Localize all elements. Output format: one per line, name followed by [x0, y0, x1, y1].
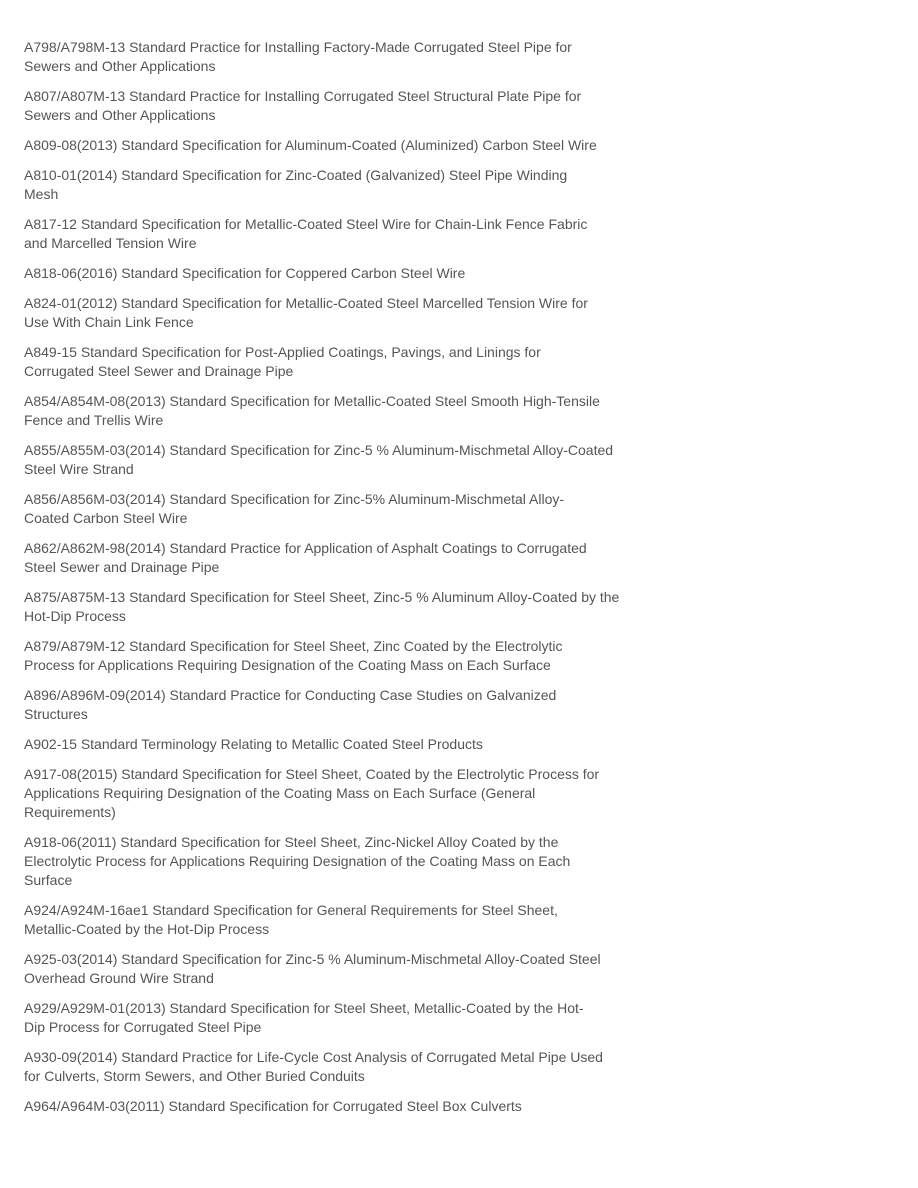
standard-entry [24, 735, 664, 754]
entry-text-line: Process for Applications Requiring Designation of the Coating Mass on Each Surface [24, 657, 551, 673]
standard-entry [24, 490, 664, 528]
entry-text-line: A807/A807M-13 Standard Practice for Installing Corrugated Steel Structural Plate Pipe for [24, 88, 582, 104]
entry-text-line: Sewers and Other Applications [24, 107, 216, 123]
standard-entry [24, 136, 664, 155]
standard-entry [24, 87, 664, 125]
entry-text-line: Fence and Trellis Wire [24, 412, 164, 428]
entry-text-line: Sewers and Other Applications [24, 58, 216, 74]
entry-text-line: A964/A964M-03(2011) Standard Specification for Corrugated Steel Box Culverts [24, 1098, 522, 1114]
standards-list [24, 38, 664, 1127]
standard-entry [24, 215, 664, 253]
standard-entry [24, 588, 664, 626]
entry-text-line: Corrugated Steel Sewer and Drainage Pipe [24, 363, 294, 379]
entry-text-line: A924/A924M-16ae1 Standard Specification for General Requirements for Steel Sheet, [24, 902, 558, 918]
entry-text-line: Requirements) [24, 804, 116, 820]
standard-entry [24, 833, 664, 890]
entry-text-line: Mesh [24, 186, 59, 202]
entry-text-line: A810-01(2014) Standard Specification for Zinc-Coated (Galvanized) Steel Pipe Winding [24, 167, 568, 183]
entry-text-line: Overhead Ground Wire Strand [24, 970, 214, 986]
standard-entry [24, 343, 664, 381]
standard-entry [24, 686, 664, 724]
standard-entry [24, 392, 664, 430]
entry-text-line: A817-12 Standard Specification for Metallic-Coated Steel Wire for Chain-Link Fence Fabric [24, 216, 588, 232]
entry-text-line: A879/A879M-12 Standard Specification for Steel Sheet, Zinc Coated by the Electrolytic [24, 638, 563, 654]
standard-entry [24, 166, 664, 204]
entry-text-line: Hot-Dip Process [24, 608, 126, 624]
entry-text-line: Metallic-Coated by the Hot-Dip Process [24, 921, 270, 937]
entry-text-line: A849-15 Standard Specification for Post-Applied Coatings, Pavings, and Linings for [24, 344, 541, 360]
standard-entry [24, 901, 664, 939]
standard-entry [24, 1048, 664, 1086]
entry-text-line: Coated Carbon Steel Wire [24, 510, 188, 526]
entry-text-line: Dip Process for Corrugated Steel Pipe [24, 1019, 262, 1035]
entry-text-line: Applications Requiring Designation of the Coating Mass on Each Surface (General [24, 785, 536, 801]
entry-text-line: A824-01(2012) Standard Specification for Metallic-Coated Steel Marcelled Tension Wire for [24, 295, 588, 311]
standard-entry [24, 950, 664, 988]
entry-text-line: A862/A862M-98(2014) Standard Practice for Application of Asphalt Coatings to Corrugated [24, 540, 587, 556]
entry-text-line: A875/A875M-13 Standard Specification for Steel Sheet, Zinc-5 % Aluminum Alloy-Coated by the [24, 589, 620, 605]
entry-text-line: A918-06(2011) Standard Specification for Steel Sheet, Zinc-Nickel Alloy Coated by the [24, 834, 559, 850]
entry-text-line: A925-03(2014) Standard Specification for Zinc-5 % Aluminum-Mischmetal Alloy-Coated Steel [24, 951, 601, 967]
standard-entry [24, 999, 664, 1037]
standard-entry [24, 38, 664, 76]
entry-text-line: Surface [24, 872, 73, 888]
standard-entry [24, 1097, 664, 1116]
standard-entry [24, 294, 664, 332]
standard-entry [24, 539, 664, 577]
entry-text-line: A902-15 Standard Terminology Relating to Metallic Coated Steel Products [24, 736, 483, 752]
entry-text-line: A896/A896M-09(2014) Standard Practice for Conducting Case Studies on Galvanized [24, 687, 557, 703]
entry-text-line: and Marcelled Tension Wire [24, 235, 197, 251]
entry-text-line: for Culverts, Storm Sewers, and Other Buried Conduits [24, 1068, 365, 1084]
entry-text-line: A818-06(2016) Standard Specification for Coppered Carbon Steel Wire [24, 265, 466, 281]
standard-entry [24, 765, 664, 822]
standard-entry [24, 441, 664, 479]
entry-text-line: Use With Chain Link Fence [24, 314, 194, 330]
entry-text-line: Electrolytic Process for Applications Requiring Designation of the Coating Mass on Each [24, 853, 571, 869]
entry-text-line: A929/A929M-01(2013) Standard Specification for Steel Sheet, Metallic-Coated by the Hot- [24, 1000, 584, 1016]
entry-text-line: A917-08(2015) Standard Specification for Steel Sheet, Coated by the Electrolytic Process for [24, 766, 600, 782]
entry-text-line: A854/A854M-08(2013) Standard Specification for Metallic-Coated Steel Smooth High-Tensile [24, 393, 600, 409]
entry-text-line: Steel Wire Strand [24, 461, 134, 477]
entry-text-line: A856/A856M-03(2014) Standard Specification for Zinc-5% Aluminum-Mischmetal Alloy- [24, 491, 565, 507]
entry-text-line: A855/A855M-03(2014) Standard Specification for Zinc-5 % Aluminum-Mischmetal Alloy-Coated [24, 442, 614, 458]
standard-entry [24, 637, 664, 675]
standard-entry [24, 264, 664, 283]
entry-text-line: A809-08(2013) Standard Specification for Aluminum-Coated (Aluminized) Carbon Steel Wire [24, 137, 597, 153]
entry-text-line: Steel Sewer and Drainage Pipe [24, 559, 220, 575]
entry-text-line: A798/A798M-13 Standard Practice for Installing Factory-Made Corrugated Steel Pipe for [24, 39, 572, 55]
entry-text-line: A930-09(2014) Standard Practice for Life-Cycle Cost Analysis of Corrugated Metal Pipe Used [24, 1049, 603, 1065]
entry-text-line: Structures [24, 706, 88, 722]
